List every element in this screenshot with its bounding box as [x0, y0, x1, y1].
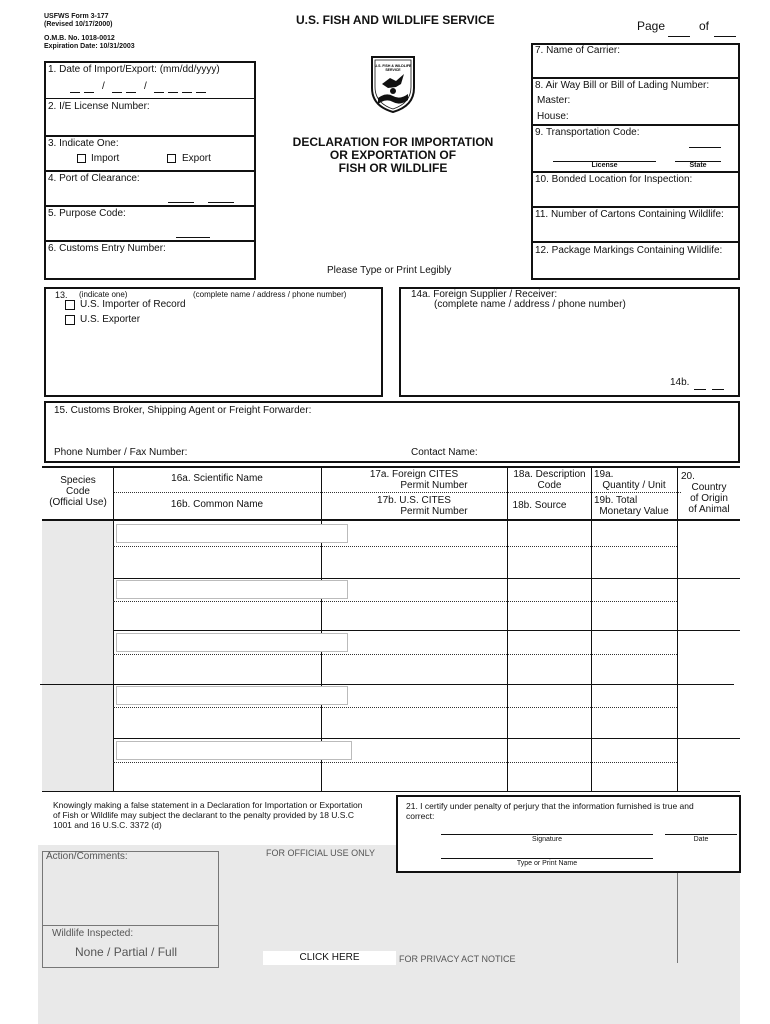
col-19b-2: Monetary Value [599, 506, 669, 517]
contact-name-label: Contact Name: [411, 447, 478, 458]
col-19a-1: 19a. [594, 469, 614, 480]
carrier-input[interactable] [533, 58, 738, 76]
section-14b-label: 14b. [670, 377, 690, 388]
field-5-label: 5. Purpose Code: [48, 208, 126, 219]
field-3-label: 3. Indicate One: [48, 138, 119, 149]
printed-name-field[interactable] [441, 858, 653, 859]
section-15-label: 15. Customs Broker, Shipping Agent or Freight Forwarder: [54, 405, 312, 416]
col-17b-1: 17b. U.S. CITES [377, 495, 451, 506]
warning-line-1: Knowingly making a false statement in a Declaration for Importation or Exportation [53, 800, 363, 810]
col-17a-2: Permit Number [400, 480, 468, 491]
field-11-label: 11. Number of Cartons Containing Wildlife: [535, 209, 724, 220]
form-revised: (Revised 10/17/2000) [44, 21, 113, 28]
col-17a-1: 17a. Foreign CITES [369, 469, 459, 480]
page-total-field[interactable] [714, 36, 736, 37]
col-species-2: Code [66, 486, 90, 497]
date-input[interactable]: / / [70, 80, 220, 94]
field-12-label: 12. Package Markings Containing Wildlife: [535, 245, 723, 256]
wildlife-inspected-label: Wildlife Inspected: [52, 928, 134, 939]
phone-fax-label: Phone Number / Fax Number: [54, 447, 188, 458]
date-field[interactable] [665, 834, 737, 835]
field-10-label: 10. Bonded Location for Inspection: [535, 174, 693, 185]
purpose-code-input[interactable] [176, 237, 210, 238]
col-20-4: of Animal [688, 504, 730, 515]
section-14a-input[interactable] [403, 314, 736, 372]
scientific-name-input[interactable] [116, 686, 348, 705]
state-caption: State [689, 162, 707, 169]
section-14a-hint: (complete name / address / phone number) [434, 299, 626, 310]
field-7-label: 7. Name of Carrier: [535, 45, 621, 56]
license-number-input[interactable] [46, 114, 252, 134]
title-line-1: DECLARATION FOR IMPORTATION [292, 135, 494, 149]
certify-line-2: correct: [406, 811, 435, 821]
section-13-hint: (complete name / address / phone number) [193, 290, 347, 299]
section-13-address-input[interactable] [48, 330, 379, 393]
scientific-name-input[interactable] [116, 633, 348, 652]
exporter-checkbox[interactable] [65, 315, 75, 325]
port-input-b[interactable] [208, 202, 234, 203]
col-19a-2: Quantity / Unit [602, 480, 666, 491]
section-14a-label: 14a. Foreign Supplier / Receiver: [411, 289, 558, 300]
omb-number: O.M.B. No. 1018-0012 [44, 35, 115, 42]
print-legibly-note: Please Type or Print Legibly [327, 265, 452, 276]
import-label: Import [91, 153, 120, 164]
svg-text:U.S. FISH & WILDLIFE: U.S. FISH & WILDLIFE [374, 64, 412, 68]
form-number: USFWS Form 3-177 [44, 13, 109, 20]
species-code-column [42, 521, 113, 791]
warning-line-3: 1001 and 16 U.S.C. 3372 (d) [53, 820, 162, 830]
port-input-a[interactable] [168, 202, 194, 203]
importer-label: U.S. Importer of Record [80, 299, 186, 310]
col-20-2: Country [691, 482, 727, 493]
section-14b-input-a[interactable] [694, 389, 706, 390]
scientific-name-input[interactable] [116, 580, 348, 599]
certify-line-1: 21. I certify under penalty of perjury that the information furnished is true and [406, 801, 694, 811]
section-13-indicate: (indicate one) [79, 290, 128, 299]
col-20-3: of Origin [690, 493, 728, 504]
printed-name-caption: Type or Print Name [516, 860, 578, 867]
importer-checkbox[interactable] [65, 300, 75, 310]
field-4-label: 4. Port of Clearance: [48, 173, 140, 184]
col-18b: 18b. Source [512, 500, 567, 511]
signature-field[interactable] [441, 834, 653, 835]
privacy-click-here-button[interactable]: CLICK HERE [263, 951, 396, 965]
warning-line-2: of Fish or Wildlife may subject the declarant to the penalty provided by 18 U.S.C [53, 810, 354, 820]
page-label: Page [637, 19, 666, 33]
privacy-notice-label: FOR PRIVACY ACT NOTICE [399, 954, 516, 964]
page-of-label: of [699, 19, 710, 33]
col-species-3: (Official Use) [49, 497, 107, 508]
svg-text:SERVICE: SERVICE [385, 68, 401, 72]
license-caption: License [591, 162, 618, 169]
col-17b-2: Permit Number [400, 506, 468, 517]
field-6-label: 6. Customs Entry Number: [48, 243, 166, 254]
title-line-2: OR EXPORTATION OF [329, 148, 457, 162]
title-line-3: FISH OR WILDLIFE [338, 161, 448, 175]
customs-entry-input[interactable] [46, 256, 252, 278]
col-16b: 16b. Common Name [170, 499, 264, 510]
field-9-label: 9. Transportation Code: [535, 127, 640, 138]
fws-logo [368, 54, 418, 114]
import-checkbox[interactable] [77, 154, 86, 163]
official-use-label: FOR OFFICIAL USE ONLY [266, 848, 376, 858]
scientific-name-input[interactable] [116, 524, 348, 543]
inspection-options: None / Partial / Full [75, 945, 178, 959]
field-1-label: 1. Date of Import/Export: (mm/dd/yyyy) [48, 64, 220, 75]
col-18a-1: 18a. Description [513, 469, 586, 480]
expiration-date: Expiration Date: 10/31/2003 [44, 43, 135, 50]
export-checkbox[interactable] [167, 154, 176, 163]
page-number-field[interactable] [668, 36, 690, 37]
field-2-label: 2. I/E License Number: [48, 101, 150, 112]
col-16a: 16a. Scientific Name [171, 473, 263, 484]
col-18a-2: Code [537, 480, 562, 491]
scientific-name-input[interactable] [116, 741, 352, 760]
section-13-number: 13. [55, 290, 68, 300]
transport-code-input[interactable] [689, 147, 721, 148]
export-label: Export [182, 153, 211, 164]
section-14b-input-b[interactable] [712, 389, 724, 390]
col-20-1: 20. [681, 471, 695, 482]
col-19b-1: 19b. Total [594, 495, 638, 506]
agency-title: U.S. FISH AND WILDLIFE SERVICE [296, 13, 495, 27]
master-label: Master: [537, 95, 571, 106]
action-comments-label: Action/Comments: [46, 851, 128, 862]
house-label: House: [537, 111, 569, 122]
field-8-label: 8. Air Way Bill or Bill of Lading Number: [535, 80, 710, 91]
exporter-label: U.S. Exporter [80, 314, 141, 325]
date-caption: Date [693, 836, 709, 843]
col-species-1: Species [60, 475, 96, 486]
signature-caption: Signature [532, 836, 562, 843]
